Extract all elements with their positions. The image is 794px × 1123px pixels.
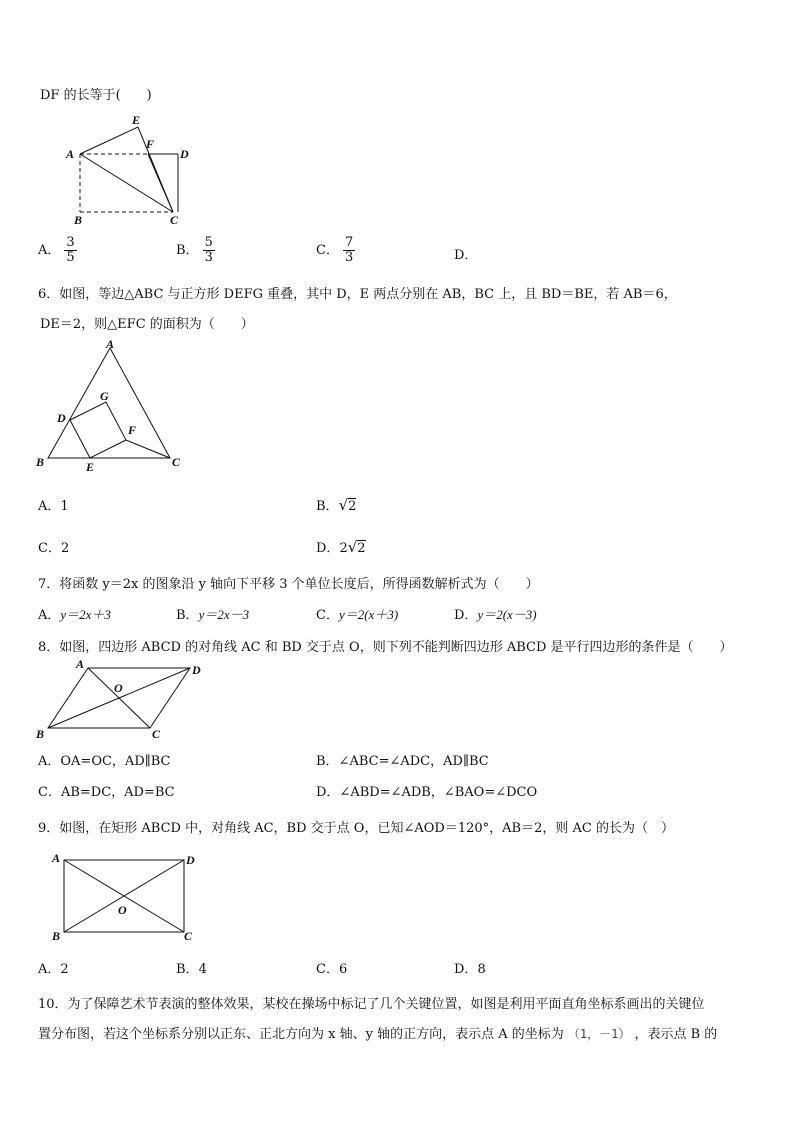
q10-stem-line2: 置分布图，若这个坐标系分别以正东、正北方向为 x 轴、y 轴的正方向，表示点 A 的坐标为 （1，－1） ，表示点 B 的 <box>38 1027 718 1042</box>
q7-option-d[interactable]: D．y＝2(x－3) <box>454 607 537 623</box>
fraction: $\frac{7}{3}$ <box>344 235 354 265</box>
q5-label-d: D <box>180 147 189 161</box>
q8-option-c[interactable]: C．AB=DC，AD=BC <box>38 785 175 800</box>
q8-option-b[interactable]: B．∠ABC=∠ADC，AD∥BC <box>316 754 489 769</box>
q9-label-o: O <box>118 903 127 917</box>
q8-label-o: O <box>114 681 123 695</box>
q6-option-d[interactable]: D．2√2 <box>316 538 366 556</box>
q9-label-a: A <box>52 851 61 865</box>
q6-option-b[interactable]: B．√2 <box>316 496 357 514</box>
q9-option-d[interactable]: D．8 <box>454 962 486 977</box>
q6-option-a[interactable]: A．1 <box>38 499 69 514</box>
q10-coordinate: （1，－1） <box>567 1027 631 1041</box>
q6-stem-line2: DE＝2，则△EFC 的面积为（ ） <box>40 317 254 332</box>
q8-label-a: A <box>76 657 85 671</box>
q8-option-d[interactable]: D．∠ABD=∠ADB，∠BAO=∠DCO <box>316 785 538 800</box>
q6-label-a: A <box>106 337 115 351</box>
q8-figure <box>30 656 220 742</box>
q6-label-c: C <box>172 455 181 469</box>
q9-option-b[interactable]: B．4 <box>176 962 207 977</box>
q7-stem: 7．将函数 y＝2x 的图象沿 y 轴向下平移 3 个单位长度后，所得函数解析式为（ ） <box>38 577 539 592</box>
q5-label-c: C <box>170 213 179 227</box>
q8-label-c: C <box>152 727 161 741</box>
fraction: $\frac{3}{5}$ <box>66 235 75 265</box>
q9-stem: 9．如图，在矩形 ABCD 中，对角线 AC，BD 交于点 O，已知∠AOD＝120°，AB＝2，则 AC 的长为（ ） <box>38 821 674 836</box>
q5-label-e: E <box>132 113 141 127</box>
q6-label-d: D <box>57 411 66 425</box>
q8-label-b: B <box>36 727 45 741</box>
q5-figure <box>60 112 200 228</box>
q9-label-b: B <box>52 929 61 943</box>
q6-label-e: E <box>86 460 95 474</box>
q7-option-c[interactable]: C．y＝2(x＋3) <box>316 607 399 623</box>
q9-option-a[interactable]: A．2 <box>38 962 69 977</box>
q7-option-b[interactable]: B．y＝2x－3 <box>176 607 250 623</box>
q6-option-c[interactable]: C．2 <box>38 541 70 556</box>
q8-stem: 8．如图，四边形 ABCD 的对角线 AC 和 BD 交于点 O，则下列不能判断四边形 ABCD 是平行四边形的条件是（ ） <box>38 640 733 655</box>
q5-option-a[interactable]: A． $\frac{3}{5}$ <box>38 235 75 265</box>
q6-label-b: B <box>36 455 45 469</box>
q6-label-g: G <box>100 389 109 403</box>
q5-label-b: B <box>74 213 83 227</box>
q5-option-b[interactable]: B． $\frac{5}{3}$ <box>176 235 213 265</box>
q7-option-a[interactable]: A．y＝2x＋3 <box>38 607 111 623</box>
q5-label-a: A <box>66 147 75 161</box>
q9-figure <box>46 846 206 946</box>
q9-label-d: D <box>186 853 195 867</box>
fraction: $\frac{5}{3}$ <box>204 235 213 265</box>
q9-option-c[interactable]: C．6 <box>316 962 348 977</box>
q9-label-c: C <box>184 929 193 943</box>
q10-stem-line1: 10．为了保障艺术节表演的整体效果，某校在操场中标记了几个关键位置，如图是利用平面直角坐标系画出的关键位 <box>38 997 705 1012</box>
q8-option-a[interactable]: A．OA=OC，AD∥BC <box>38 754 171 769</box>
q5-label-f: F <box>146 137 155 151</box>
q6-label-f: F <box>128 423 137 437</box>
q5-option-c[interactable]: C． $\frac{7}{3}$ <box>316 235 354 265</box>
q6-stem-line1: 6．如图，等边△ABC 与正方形 DEFG 重叠，其中 D，E 两点分别在 AB，BC 上，且 BD＝BE，若 AB＝6， <box>38 287 677 302</box>
q5-option-d[interactable]: D． <box>454 248 478 263</box>
q5-stem-tail: DF 的长等于( ) <box>40 88 152 103</box>
q6-figure <box>30 336 200 476</box>
q8-label-d: D <box>192 663 201 677</box>
